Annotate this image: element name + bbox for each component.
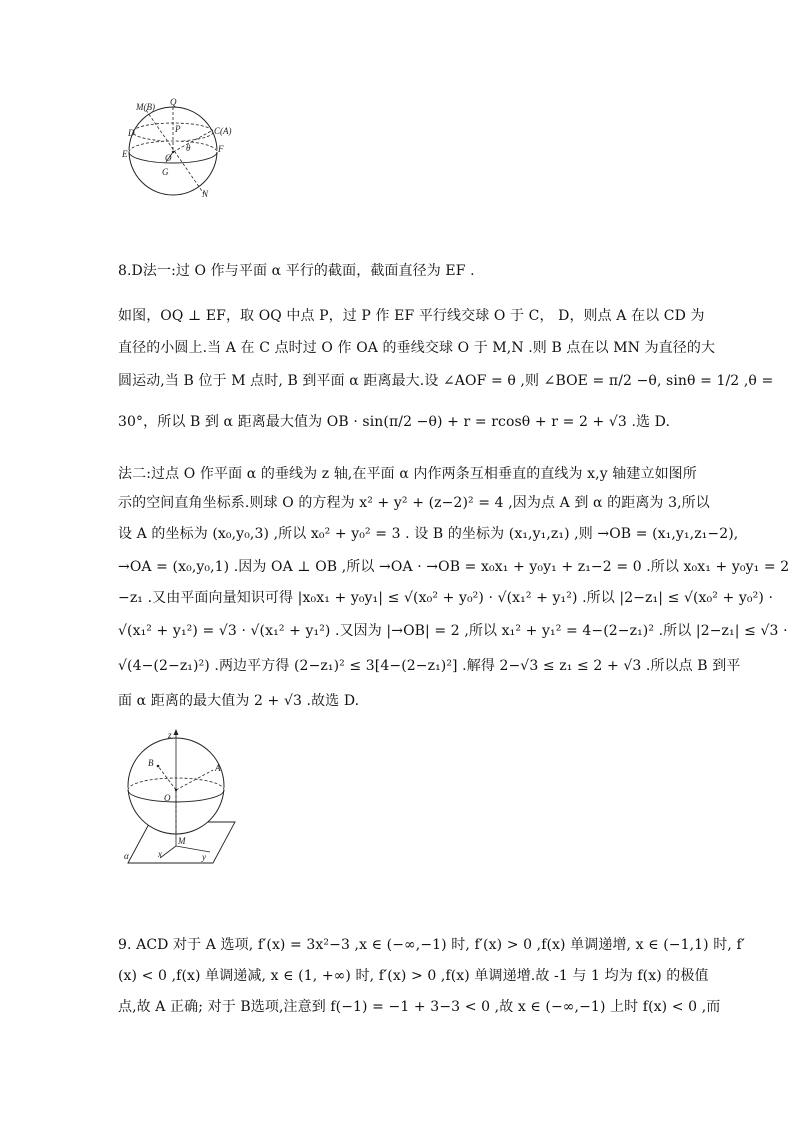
p8b-line-8: 面 α 距离的最大值为 2 + √3 .故选 D. <box>118 693 360 709</box>
fig1-label-d: D <box>128 128 135 138</box>
p8b-line-2: 示的空间直角坐标系.则球 O 的方程为 x² + y² + (z−2)² = 4 ,因为点 A 到 α 的距离为 3,所以 <box>118 495 710 511</box>
p8-line-2: 如图，OQ ⊥ EF，取 OQ 中点 P，过 P 作 EF 平行线交球 O 于 C， D，则点 A 在以 CD 为 <box>118 308 705 324</box>
p8b-line-6: √(x₁² + y₁²) = √3 · √(x₁² + y₁²) .又因为 |→OB| = 2 ,所以 x₁² + y₁² = 4−(2−z₁)² .所以 |2−z₁| ≤ √3 · <box>118 623 788 639</box>
p8b-line-7: √(4−(2−z₁)²) .两边平方得 (2−z₁)² ≤ 3[4−(2−z₁)²] .解得 2−√3 ≤ z₁ ≤ 2 + √3 .所以点 B 到平 <box>118 658 741 674</box>
p8-line-4: 圆运动,当 B 位于 M 点时, B 到平面 α 距离最大.设 ∠AOF = θ ,则 ∠BOE = π/2 −θ, sinθ = 1/2 ,θ = <box>118 373 774 389</box>
fig1-label-g: G <box>162 167 169 177</box>
sphere-figure-1 <box>118 96 238 206</box>
p8b-line-3: 设 A 的坐标为 (x₀,y₀,3) ,所以 x₀² + y₀² = 3 . 设 B 的坐标为 (x₁,y₁,z₁) ,则 →OB = (x₁,y₁,z₁−2), <box>118 526 739 542</box>
fig2-label-y: y <box>202 852 206 862</box>
fig1-label-f: F <box>218 144 224 154</box>
p8b-line-1: 法二:过点 O 作平面 α 的垂线为 z 轴,在平面 α 内作两条互相垂直的直线为 x,y 轴建立如图所 <box>118 466 697 482</box>
fig1-label-o: O <box>165 153 172 163</box>
fig2-label-o: O <box>164 793 171 803</box>
p8-line-3: 直径的小圆上.当 A 在 C 点时过 O 作 OA 的垂线交球 O 于 M,N .则 B 点在以 MN 为直径的大 <box>118 340 716 356</box>
fig1-label-p: P <box>175 124 181 134</box>
fig2-label-a: A <box>215 763 221 773</box>
fig1-label-n: N <box>202 189 209 199</box>
fig2-label-alpha: α <box>124 851 129 861</box>
p8b-line-5: −z₁ .又由平面向量知识可得 |x₀x₁ + y₀y₁| ≤ √(x₀² + y₀²) · √(x₁² + y₁²) .所以 |2−z₁| ≤ √(x₀² + y₀²) · <box>118 590 774 606</box>
fig2-label-b: B <box>148 758 154 768</box>
fig1-label-theta: θ <box>186 143 191 153</box>
fig2-label-m: M <box>178 836 186 846</box>
p8b-line-4: →OA = (x₀,y₀,1) .因为 OA ⊥ OB ,所以 →OA · →OB = x₀x₁ + y₀y₁ + z₁−2 = 0 .所以 x₀x₁ + y₀y₁ = 2 <box>118 559 790 575</box>
p8-line-5: 30°，所以 B 到 α 距离最大值为 OB · sin(π/2 −θ) + r = rcosθ + r = 2 + √3 .选 D. <box>118 414 671 430</box>
fig1-label-e: E <box>122 149 128 159</box>
fig1-label-m: M(B) <box>136 102 155 112</box>
p8-line-1: 8.D法一:过 O 作与平面 α 平行的截面，截面直径为 EF . <box>118 263 475 279</box>
fig1-label-c: C(A) <box>214 126 232 136</box>
fig2-label-x: x <box>158 849 162 859</box>
fig1-label-q: Q <box>170 97 177 107</box>
p9-line-1: 9. ACD 对于 A 选项, f′(x) = 3x²−3 ,x ∈ (−∞,−1) 时, f′(x) > 0 ,f(x) 单调递增, x ∈ (−1,1) 时, f′ <box>118 937 746 953</box>
p9-line-2: (x) < 0 ,f(x) 单调递减, x ∈ (1, +∞) 时, f′(x) > 0 ,f(x) 单调递增.故 -1 与 1 均为 f(x) 的极值 <box>118 968 709 984</box>
fig2-label-z: z <box>168 730 172 740</box>
p9-line-3: 点,故 A 正确; 对于 B选项,注意到 f(−1) = −1 + 3−3 < 0 ,故 x ∈ (−∞,−1) 上时 f(x) < 0 ,而 <box>118 999 721 1015</box>
sphere-figure-2 <box>118 728 243 868</box>
